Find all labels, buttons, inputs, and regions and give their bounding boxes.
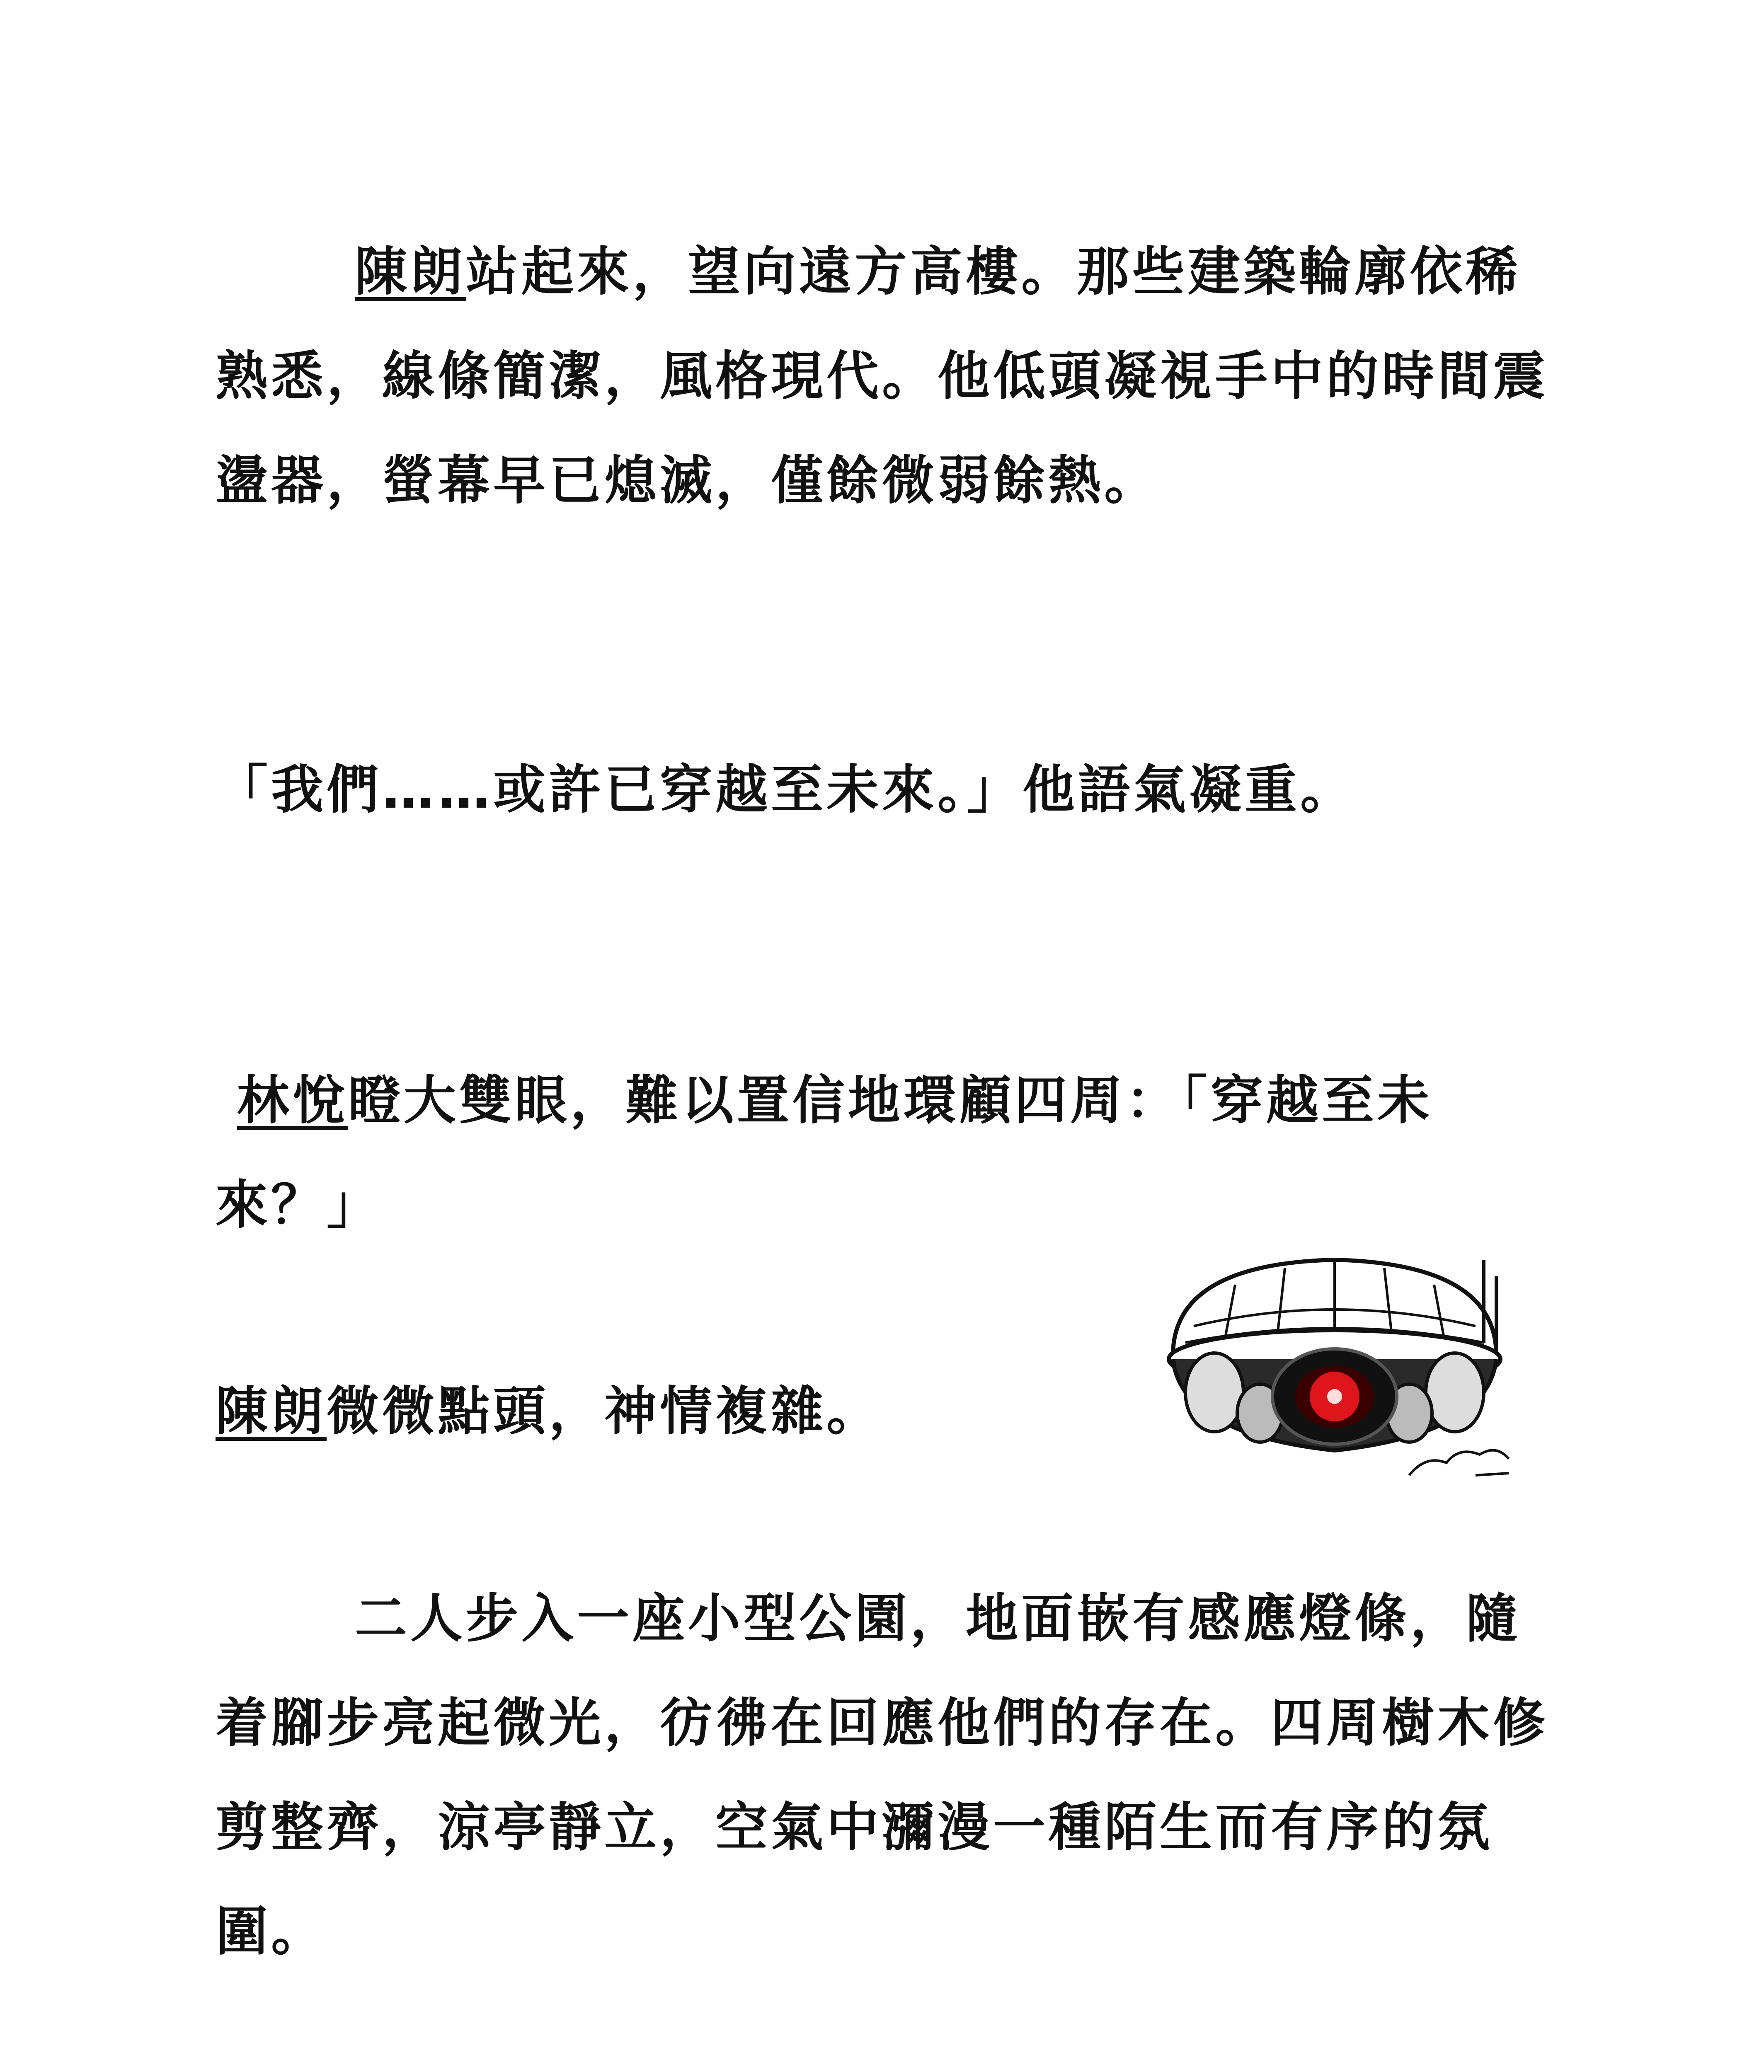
paragraph-5 bbox=[216, 1566, 1567, 1984]
character-name-chen-lang: 陳朗 bbox=[216, 1381, 327, 1442]
paragraph-1 bbox=[216, 220, 1567, 533]
character-name-lin-yue: 林悅 bbox=[237, 1070, 348, 1131]
character-name-chen-lang: 陳朗 bbox=[355, 241, 466, 302]
paragraph-5-text: 二人步入一座小型公園，地面嵌有感應燈條，隨着腳步亮起微光，彷彿在回應他們的存在。四周樹木修剪整齊，涼亭靜立，空氣中瀰漫一種陌生而有序的氛圍。 bbox=[216, 1588, 1548, 1962]
paragraph-3-text: 瞪大雙眼，難以置信地環顧四周：「穿越至未來？」 bbox=[216, 1070, 1433, 1235]
paragraph-2-text: 「我們……或許已穿越至未來。」他語氣凝重。 bbox=[216, 759, 1356, 820]
surveillance-drone-icon bbox=[1111, 1218, 1558, 1484]
paragraph-2 bbox=[216, 738, 1567, 842]
paragraph-4-text: 微微點頭，神情複雜。 bbox=[327, 1381, 882, 1442]
paragraph-1-text: 站起來，望向遠方高樓。那些建築輪廓依稀熟悉，線條簡潔，風格現代。他低頭凝視手中的時間震盪器，螢幕早已熄滅，僅餘微弱餘熱。 bbox=[216, 241, 1548, 511]
